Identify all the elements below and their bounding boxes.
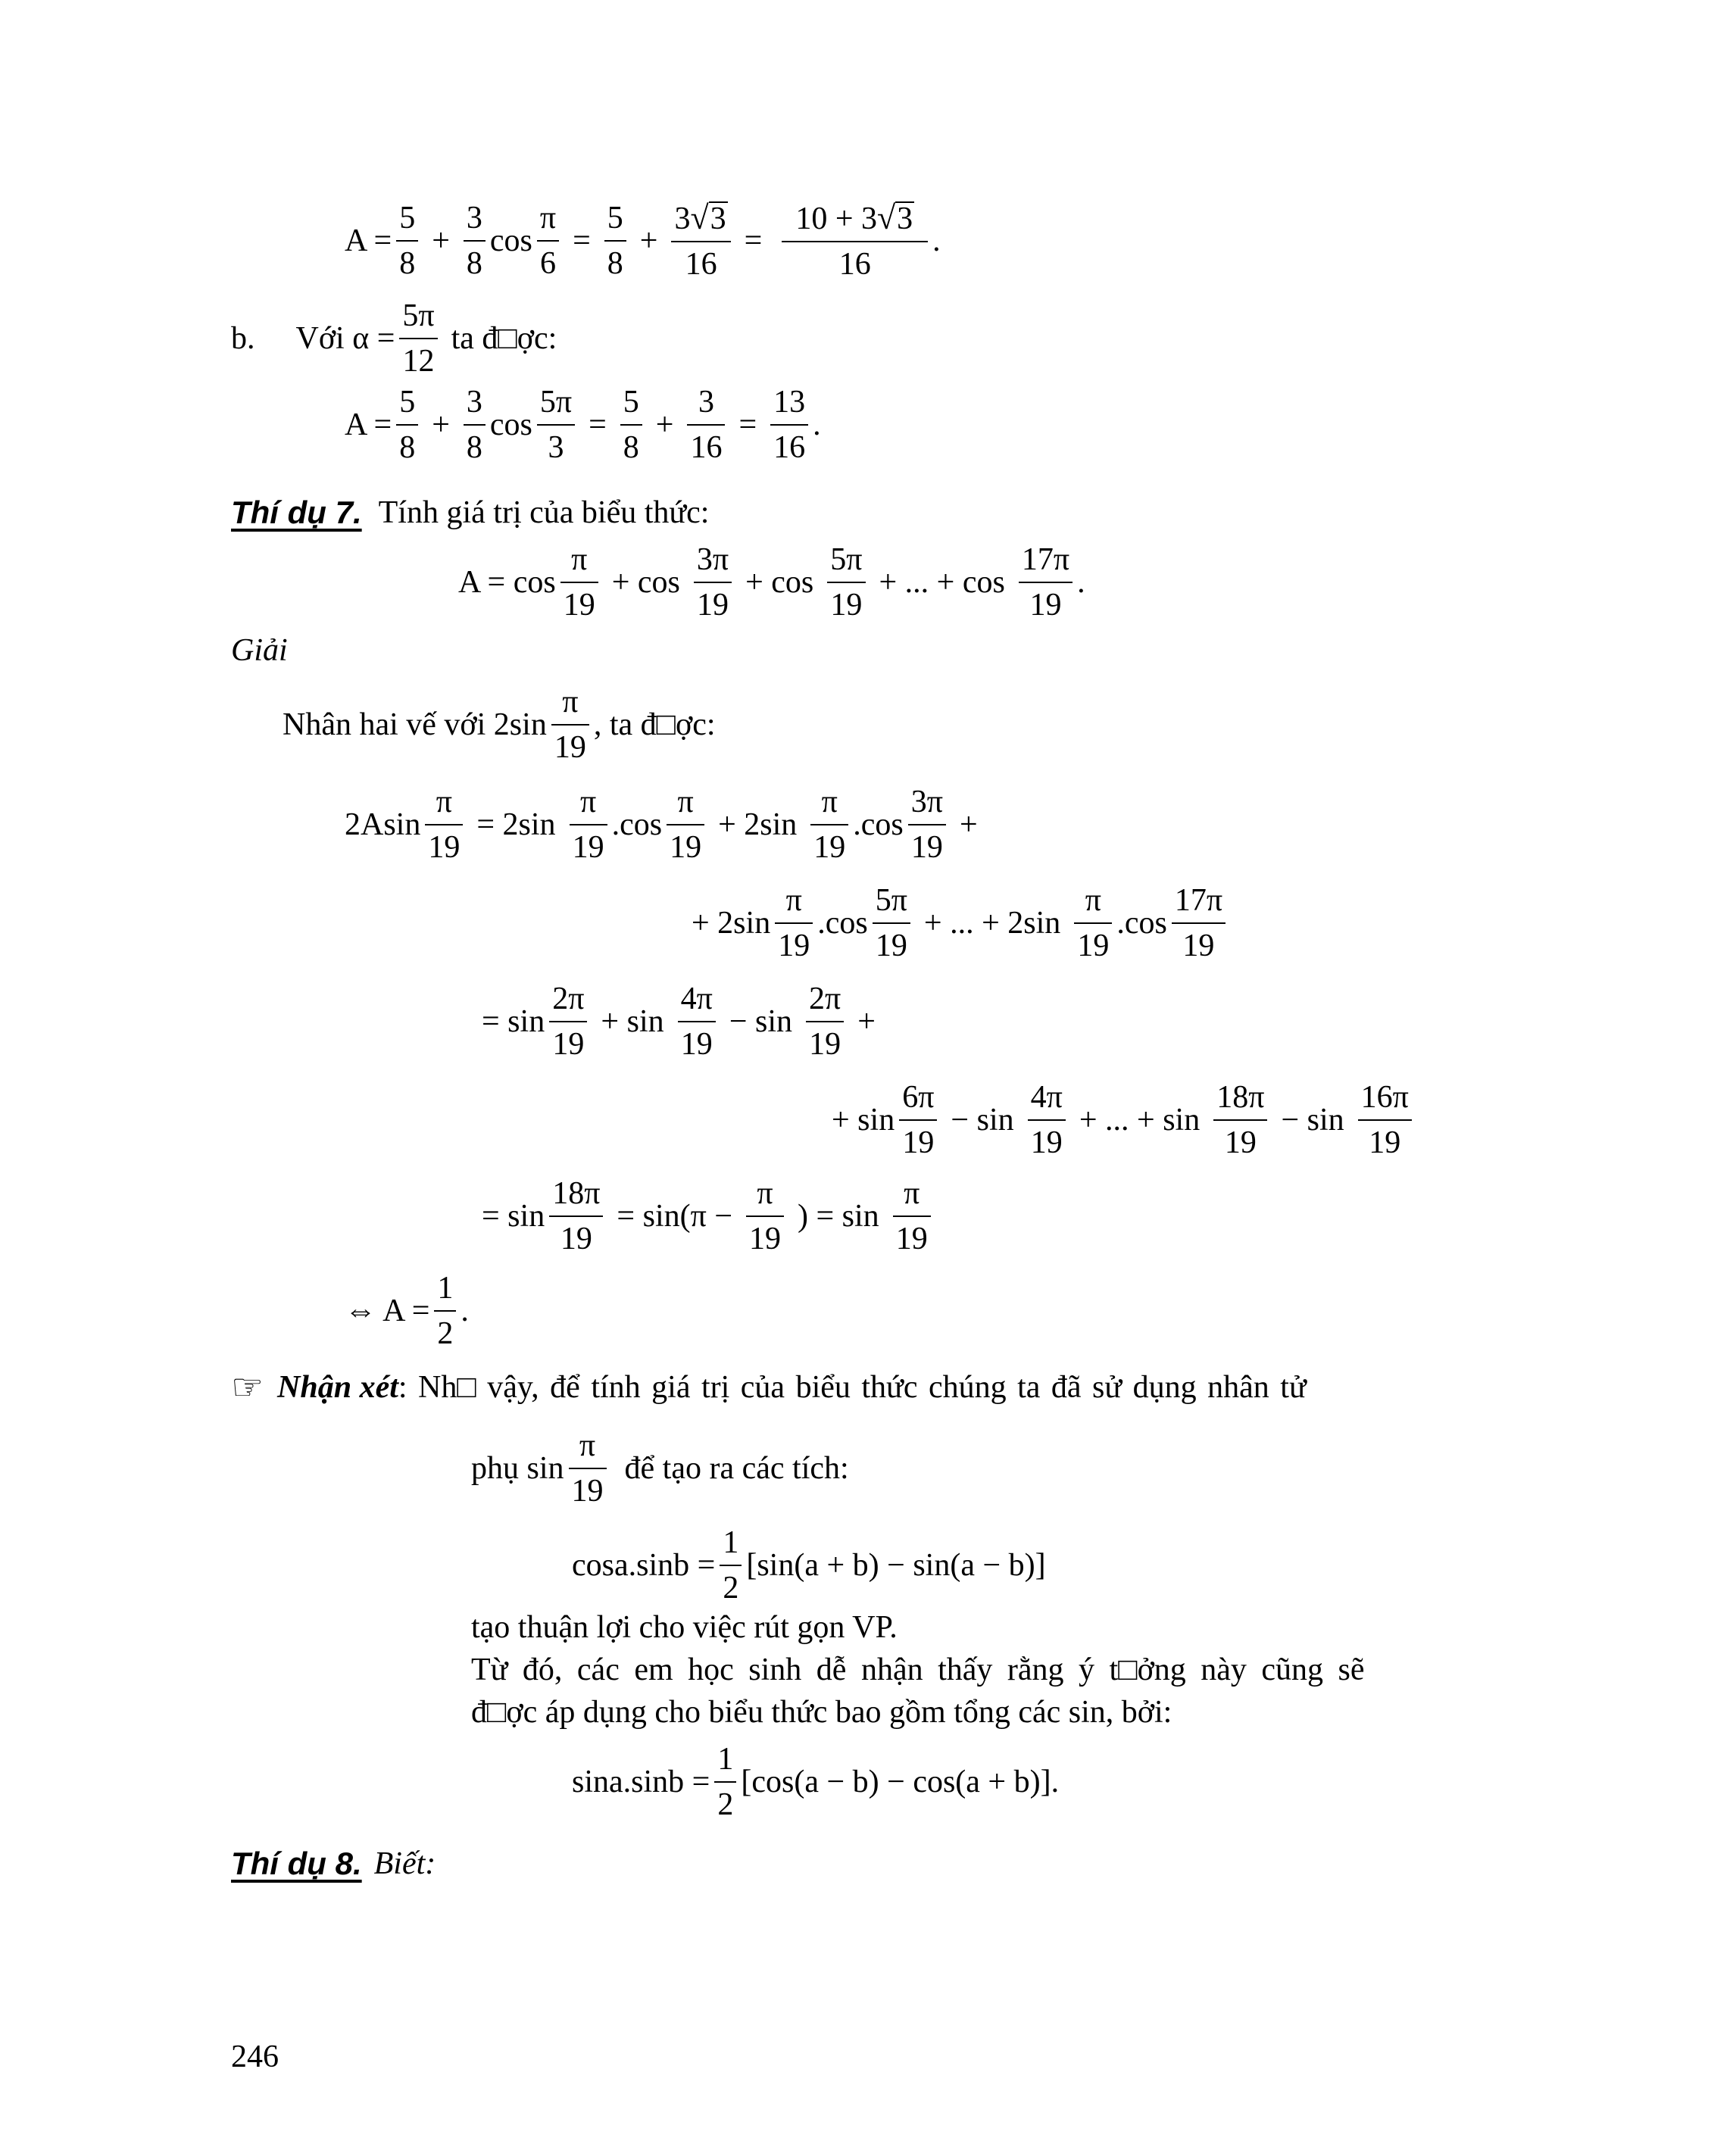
pointing-hand-icon: ☞ bbox=[231, 1366, 264, 1409]
frac-3sqrt3-16: 3 √ 3 16 bbox=[671, 201, 730, 280]
remark-line-1 bbox=[231, 1366, 1473, 1409]
page-number: 246 bbox=[231, 2039, 279, 2074]
frac-5-8: $\frac{5}{8}$ bbox=[396, 202, 418, 279]
eq-2Asin-line-2: + 2sin $\frac{\pi}{19}$ .cos $\frac{5\pi}{19}$ + ... + 2sin $\frac{\pi}{19}$ .cos $\frac{17\pi}{19}$ bbox=[692, 885, 1230, 962]
remark-line-duoc: đ□ợc áp dụng cho biểu thức bao gồm tổng các sin, bởi: bbox=[471, 1695, 1172, 1730]
example-7-heading bbox=[231, 497, 709, 529]
example-7-prompt: Tính giá trị của biểu thức: bbox=[378, 495, 710, 530]
remark-line-vp: tạo thuận lợi cho việc rút gọn VP. bbox=[471, 1610, 898, 1645]
frac-5pi-3: $\frac{5\pi}{3}$ bbox=[537, 386, 575, 463]
example-8-text: Biết: bbox=[373, 1846, 436, 1881]
example-8-label: Thí dụ 8. bbox=[231, 1846, 362, 1881]
frac-3-8: $\frac{3}{8}$ bbox=[464, 202, 486, 279]
example-7-label: Thí dụ 7. bbox=[231, 495, 362, 530]
example-8-heading bbox=[231, 1848, 436, 1880]
eq-2Asin-line-1: 2Asin $\frac{\pi}{19}$ = 2sin $\frac{\pi}{19}$ .cos $\frac{\pi}{19}$ + 2sin $\frac{\pi}{19}$ .cos $\frac{3\pi}{19}$ + bbox=[345, 785, 978, 865]
frac-10-3sqrt3-16: 10 + 3 √ 3 16 bbox=[782, 201, 928, 280]
eq-sin-line-1: = sin $\frac{2\pi}{19}$ + sin $\frac{4\pi}{19}$ − sin $\frac{2\pi}{19}$ + bbox=[482, 981, 876, 1062]
solution-label: Giải bbox=[231, 633, 288, 668]
remark-line-tu-do: Từ đó, các em học sinh dễ nhận thấy rằng ý t□ởng này cũng sẽ bbox=[471, 1652, 1365, 1687]
formula-cos-sin: cosa.sinb = $\frac{1}{2}$ [sin(a + b) − sin(a − b)] bbox=[572, 1525, 1046, 1606]
remark-label: Nhận xét bbox=[277, 1370, 398, 1405]
frac-pi-6: $\frac{\pi}{6}$ bbox=[537, 202, 559, 279]
frac-5pi-12: $\frac{5\pi}{12}$ bbox=[399, 300, 437, 377]
eq-line-1: A = $\frac{5}{8}$ + $\frac{3}{8}$ cos $\frac{\pi}{6}$ = $\frac{5}{8}$ + 3 √ 3 16 = 10 + 3 √ 3 16 . bbox=[345, 199, 941, 282]
frac-5-8b: $\frac{5}{8}$ bbox=[604, 202, 626, 279]
remark-line-2: phụ sin $\frac{\pi}{19}$ để tạo ra các tích: bbox=[471, 1428, 849, 1509]
eq-line-b: b. Với α = $\frac{5\pi}{12}$ ta đ□ợc: bbox=[231, 298, 557, 379]
remark-text-1: : Nh□ vậy, để tính giá trị của biểu thức chúng ta đã sử dụng nhân tử bbox=[398, 1370, 1307, 1405]
eq-example-7-sum: A = cos $\frac{\pi}{19}$ + cos $\frac{3\pi}{19}$ + cos $\frac{5\pi}{19}$ + ... + cos $\frac{17\pi}{19}$ . bbox=[458, 542, 1085, 623]
frac-13-16: $\frac{13}{16}$ bbox=[770, 386, 808, 463]
frac-5-8c: $\frac{5}{8}$ bbox=[396, 386, 418, 463]
frac-5-8d: $\frac{5}{8}$ bbox=[620, 386, 642, 463]
multiply-line: Nhân hai vế với 2sin $\frac{\pi}{19}$ , ta đ□ợc: bbox=[283, 685, 716, 765]
frac-3-8c: $\frac{3}{8}$ bbox=[464, 386, 486, 463]
eq-line-3: A = $\frac{5}{8}$ + $\frac{3}{8}$ cos $\frac{5\pi}{3}$ = $\frac{5}{8}$ + $\frac{3}{16}$ = $\frac{13}{16}$ . bbox=[345, 385, 821, 465]
frac-3-16: $\frac{3}{16}$ bbox=[687, 386, 725, 463]
eq-sin-line-3: = sin $\frac{18\pi}{19}$ = sin(π − $\frac{\pi}{19}$ ) = sin $\frac{\pi}{19}$ bbox=[482, 1178, 935, 1255]
eq-sin-line-2: + sin $\frac{6\pi}{19}$ − sin $\frac{4\pi}{19}$ + ... + sin $\frac{18\pi}{19}$ − sin $\frac{16\pi}{19}$ bbox=[832, 1081, 1416, 1159]
formula-sin-sin: sina.sinb = $\frac{1}{2}$ [cos(a − b) − cos(a + b)]. bbox=[572, 1742, 1060, 1822]
eq-result: ⇔ A = $\frac{1}{2}$ . bbox=[345, 1271, 469, 1351]
